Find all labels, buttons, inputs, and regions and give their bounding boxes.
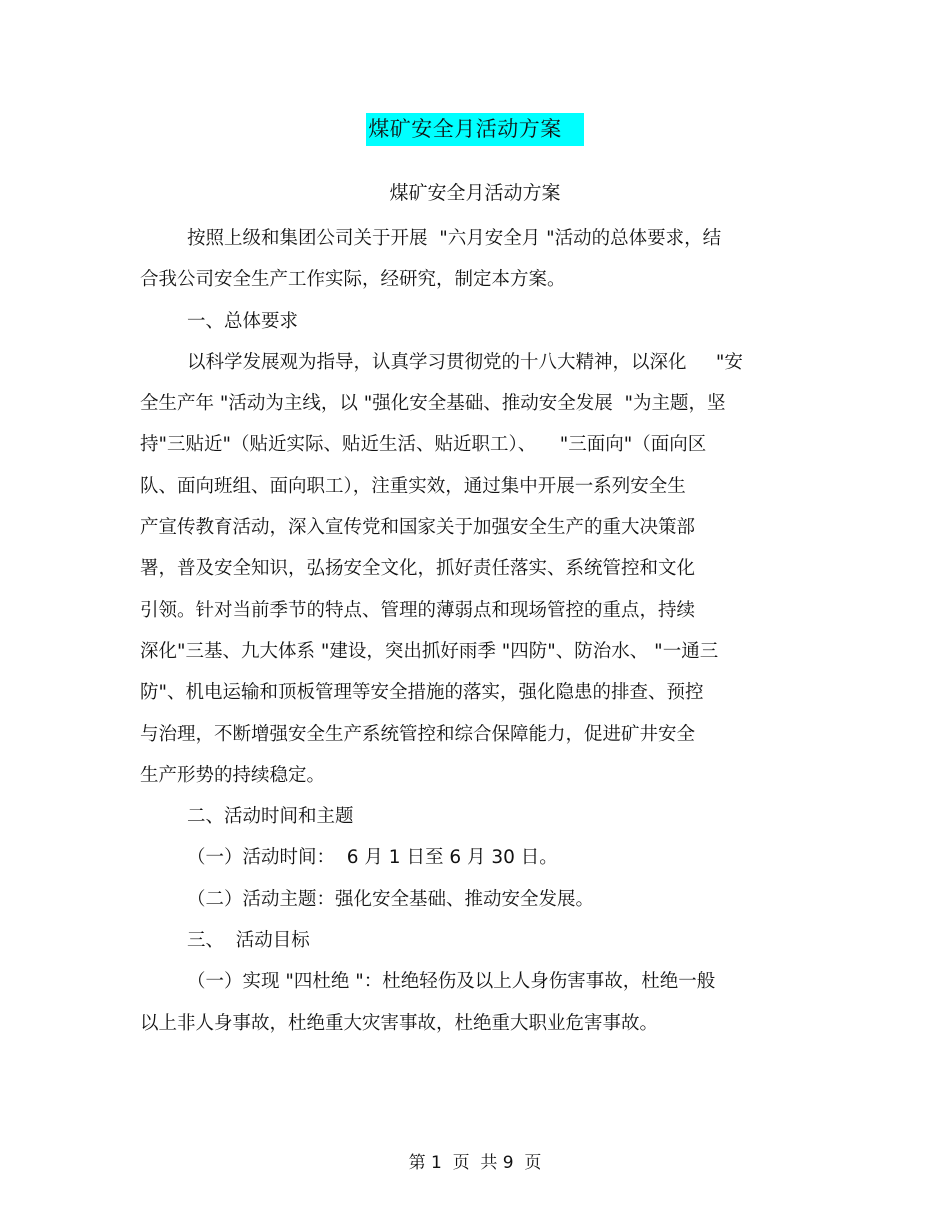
body-line: 全生产年 "活动为主线，以 "强化安全基础、推动安全发展 "为主题，坚	[140, 393, 726, 415]
body-line: （二）活动主题：强化安全基础、推动安全发展。	[187, 888, 595, 910]
body-line: 生产形势的持续稳定。	[140, 764, 326, 786]
body-line: 一、总体要求	[187, 310, 299, 332]
document-title: 煤矿安全月活动方案	[366, 113, 584, 146]
body-line: 防"、机电运输和顶板管理等安全措施的落实，强化隐患的排查、预控	[140, 682, 704, 704]
title-container	[0, 113, 950, 146]
body-line: 以上非人身事故，杜绝重大灾害事故，杜绝重大职业危害事故。	[140, 1012, 659, 1034]
document-subtitle: 煤矿安全月活动方案	[389, 182, 561, 204]
body-line: （一）实现 "四杜绝 "：杜绝轻伤及以上人身伤害事故，杜绝一般	[187, 971, 716, 993]
body-line: 深化"三基、九大体系 "建设，突出抓好雨季 "四防"、防治水、 "一通三	[140, 640, 719, 662]
body-line: 引领。针对当前季节的特点、管理的薄弱点和现场管控的重点，持续	[140, 599, 696, 621]
body-line: 合我公司安全生产工作实际，经研究，制定本方案。	[140, 269, 566, 291]
body-line: 与治理，不断增强安全生产系统管控和综合保障能力，促进矿井安全	[140, 723, 696, 745]
body-line: 三、 活动目标	[187, 930, 310, 952]
body-line: 产宣传教育活动，深入宣传党和国家关于加强安全生产的重大决策部	[140, 517, 696, 539]
body-line: 二、活动时间和主题	[187, 806, 354, 828]
body-line: 持"三贴近"（贴近实际、贴近生活、贴近职工）、 "三面向"（面向区	[140, 434, 707, 456]
page-footer	[0, 1150, 950, 1176]
body-line: 以科学发展观为指导，认真学习贯彻党的十八大精神，以深化 "安	[187, 351, 743, 373]
document-body	[140, 218, 810, 1044]
body-line: （一）活动时间： 6 月 1 日至 6 月 30 日。	[187, 847, 558, 869]
page-number-label: 第 1 页 共 9 页	[408, 1153, 542, 1173]
body-line: 按照上级和集团公司关于开展 "六月安全月 "活动的总体要求，结	[187, 228, 722, 249]
body-line: 队、面向班组、面向职工），注重实效，通过集中开展一系列安全生	[140, 475, 686, 497]
body-line: 署，普及安全知识，弘扬安全文化，抓好责任落实、系统管控和文化	[140, 558, 696, 580]
